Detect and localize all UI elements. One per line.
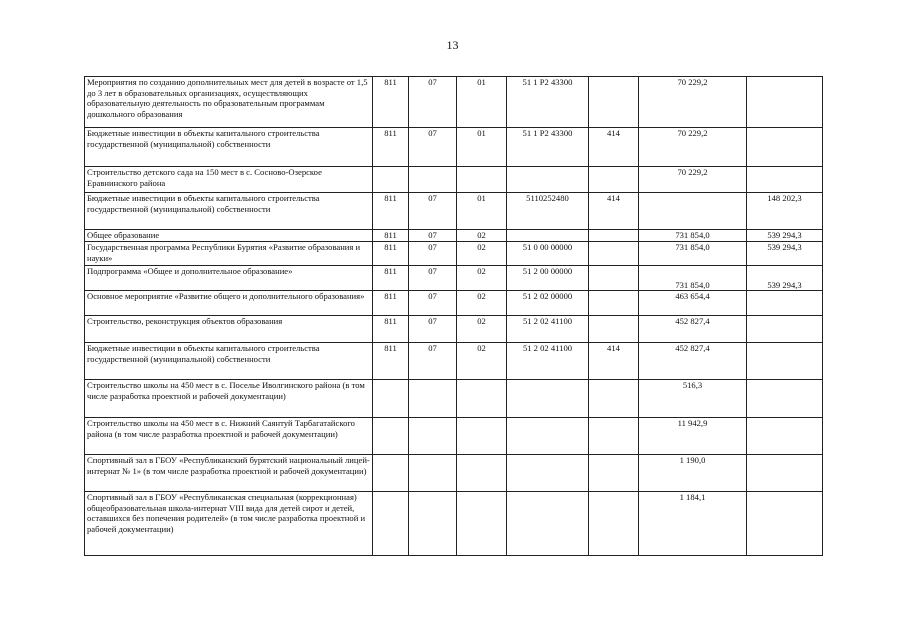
row-rz: 07 (409, 230, 457, 242)
row-vr (589, 230, 639, 242)
table-row (85, 455, 823, 492)
row-sum-2 (747, 455, 823, 492)
row-rz: 07 (409, 291, 457, 316)
row-name: Бюджетные инвестиции в объекты капитального строительства государственной (муниципальной) собственности (85, 193, 373, 230)
row-sum-2 (747, 167, 823, 193)
row-csr: 51 2 02 41100 (507, 343, 589, 380)
row-csr: 51 2 02 00000 (507, 291, 589, 316)
budget-table-body (85, 77, 823, 556)
row-rz (409, 492, 457, 556)
row-sum-1: 70 229,2 (639, 167, 747, 193)
row-vr (589, 266, 639, 291)
row-sum-1: 731 854,0 (639, 266, 747, 291)
row-pr: 02 (457, 343, 507, 380)
row-sum-2 (747, 380, 823, 418)
row-rz (409, 167, 457, 193)
row-sum-1: 11 942,9 (639, 418, 747, 455)
row-vr (589, 455, 639, 492)
row-vr (589, 77, 639, 128)
row-name: Строительство школы на 450 мест в с. Нижний Саянтуй Тарбагатайского района (в том числе разработка проектной и рабочей документации) (85, 418, 373, 455)
row-csr (507, 380, 589, 418)
table-row (85, 343, 823, 380)
row-csr: 51 2 02 41100 (507, 316, 589, 343)
row-pr (457, 455, 507, 492)
row-sum-1 (639, 193, 747, 230)
row-sum-1: 1 184,1 (639, 492, 747, 556)
row-name: Подпрограмма «Общее и дополнительное образование» (85, 266, 373, 291)
table-row (85, 128, 823, 167)
row-vr (589, 492, 639, 556)
row-grbs (373, 455, 409, 492)
budget-table (84, 76, 823, 556)
table-row (85, 266, 823, 291)
row-csr: 51 1 P2 43300 (507, 77, 589, 128)
row-csr: 51 1 P2 43300 (507, 128, 589, 167)
row-vr (589, 291, 639, 316)
row-name: Мероприятия по созданию дополнительных мест для детей в возрасте от 1,5 до 3 лет в образовательных организациях, осуществляющих образовательную деятельность по образовательным программам дошкольного образования (85, 77, 373, 128)
row-sum-2 (747, 77, 823, 128)
row-sum-1: 70 229,2 (639, 77, 747, 128)
row-sum-1: 452 827,4 (639, 343, 747, 380)
row-rz (409, 418, 457, 455)
table-row (85, 316, 823, 343)
row-grbs: 811 (373, 316, 409, 343)
row-sum-2 (747, 492, 823, 556)
row-csr: 51 0 00 00000 (507, 242, 589, 266)
row-grbs: 811 (373, 128, 409, 167)
row-sum-2: 539 294,3 (747, 242, 823, 266)
row-pr (457, 380, 507, 418)
row-name: Строительство, реконструкция объектов образования (85, 316, 373, 343)
row-csr (507, 418, 589, 455)
row-name: Основное мероприятие «Развитие общего и дополнительного образования» (85, 291, 373, 316)
row-grbs: 811 (373, 291, 409, 316)
row-grbs (373, 418, 409, 455)
row-rz: 07 (409, 128, 457, 167)
row-pr: 01 (457, 128, 507, 167)
table-row (85, 242, 823, 266)
row-sum-2 (747, 316, 823, 343)
table-row (85, 77, 823, 128)
row-sum-1: 731 854,0 (639, 242, 747, 266)
table-row (85, 492, 823, 556)
row-csr: 51 2 00 00000 (507, 266, 589, 291)
table-row (85, 418, 823, 455)
row-pr: 01 (457, 193, 507, 230)
row-rz: 07 (409, 193, 457, 230)
row-csr (507, 230, 589, 242)
table-row (85, 193, 823, 230)
row-name: Общее образование (85, 230, 373, 242)
row-name: Бюджетные инвестиции в объекты капитального строительства государственной (муниципальной) собственности (85, 343, 373, 380)
row-rz: 07 (409, 77, 457, 128)
row-rz: 07 (409, 242, 457, 266)
row-vr: 414 (589, 128, 639, 167)
row-vr (589, 380, 639, 418)
row-rz: 07 (409, 343, 457, 380)
row-grbs (373, 380, 409, 418)
table-row (85, 167, 823, 193)
page-number: 13 (446, 38, 459, 52)
row-vr (589, 418, 639, 455)
row-sum-2: 539 294,3 (747, 230, 823, 242)
row-name: Бюджетные инвестиции в объекты капитального строительства государственной (муниципальной) собственности (85, 128, 373, 167)
row-rz: 07 (409, 316, 457, 343)
row-rz (409, 380, 457, 418)
row-name: Спортивный зал в ГБОУ «Республиканская специальная (коррекционная) общеобразовательная школа-интернат VIII вида для детей сирот и детей, оставшихся без попечения родителей» (в том числе разработка проектной и рабочей документации) (85, 492, 373, 556)
row-sum-2 (747, 128, 823, 167)
row-grbs: 811 (373, 77, 409, 128)
row-name: Спортивный зал в ГБОУ «Республиканский бурятский национальный лицей-интернат № 1» (в том числе разработка проектной и рабочей документации) (85, 455, 373, 492)
table-row (85, 380, 823, 418)
row-name: Государственная программа Республики Бурятия «Развитие образования и науки» (85, 242, 373, 266)
row-sum-1: 731 854,0 (639, 230, 747, 242)
row-sum-2 (747, 343, 823, 380)
row-csr (507, 455, 589, 492)
table-row (85, 230, 823, 242)
row-csr (507, 167, 589, 193)
row-grbs: 811 (373, 193, 409, 230)
row-grbs: 811 (373, 230, 409, 242)
table-row (85, 291, 823, 316)
row-sum-1: 463 654,4 (639, 291, 747, 316)
row-name: Строительство школы на 450 мест в с. Поселье Иволгинского района (в том числе разработка проектной и рабочей документации) (85, 380, 373, 418)
row-pr: 02 (457, 230, 507, 242)
row-grbs: 811 (373, 242, 409, 266)
row-grbs (373, 167, 409, 193)
row-grbs: 811 (373, 343, 409, 380)
row-pr: 02 (457, 316, 507, 343)
row-pr (457, 167, 507, 193)
row-pr (457, 418, 507, 455)
row-pr: 02 (457, 291, 507, 316)
row-sum-1: 516,3 (639, 380, 747, 418)
row-rz: 07 (409, 266, 457, 291)
row-sum-2 (747, 418, 823, 455)
row-pr: 01 (457, 77, 507, 128)
row-vr (589, 316, 639, 343)
row-vr (589, 167, 639, 193)
row-grbs: 811 (373, 266, 409, 291)
row-sum-1: 1 190,0 (639, 455, 747, 492)
row-sum-2: 539 294,3 (747, 266, 823, 291)
row-sum-2: 148 202,3 (747, 193, 823, 230)
row-grbs (373, 492, 409, 556)
row-vr (589, 242, 639, 266)
row-pr: 02 (457, 242, 507, 266)
row-pr (457, 492, 507, 556)
row-sum-1: 452 827,4 (639, 316, 747, 343)
row-sum-1: 70 229,2 (639, 128, 747, 167)
row-csr: 5110252480 (507, 193, 589, 230)
row-rz (409, 455, 457, 492)
row-vr: 414 (589, 343, 639, 380)
row-name: Строительство детского сада на 150 мест в с. Сосново-Озерское Еравнинского района (85, 167, 373, 193)
row-vr: 414 (589, 193, 639, 230)
row-sum-2 (747, 291, 823, 316)
row-pr: 02 (457, 266, 507, 291)
row-csr (507, 492, 589, 556)
